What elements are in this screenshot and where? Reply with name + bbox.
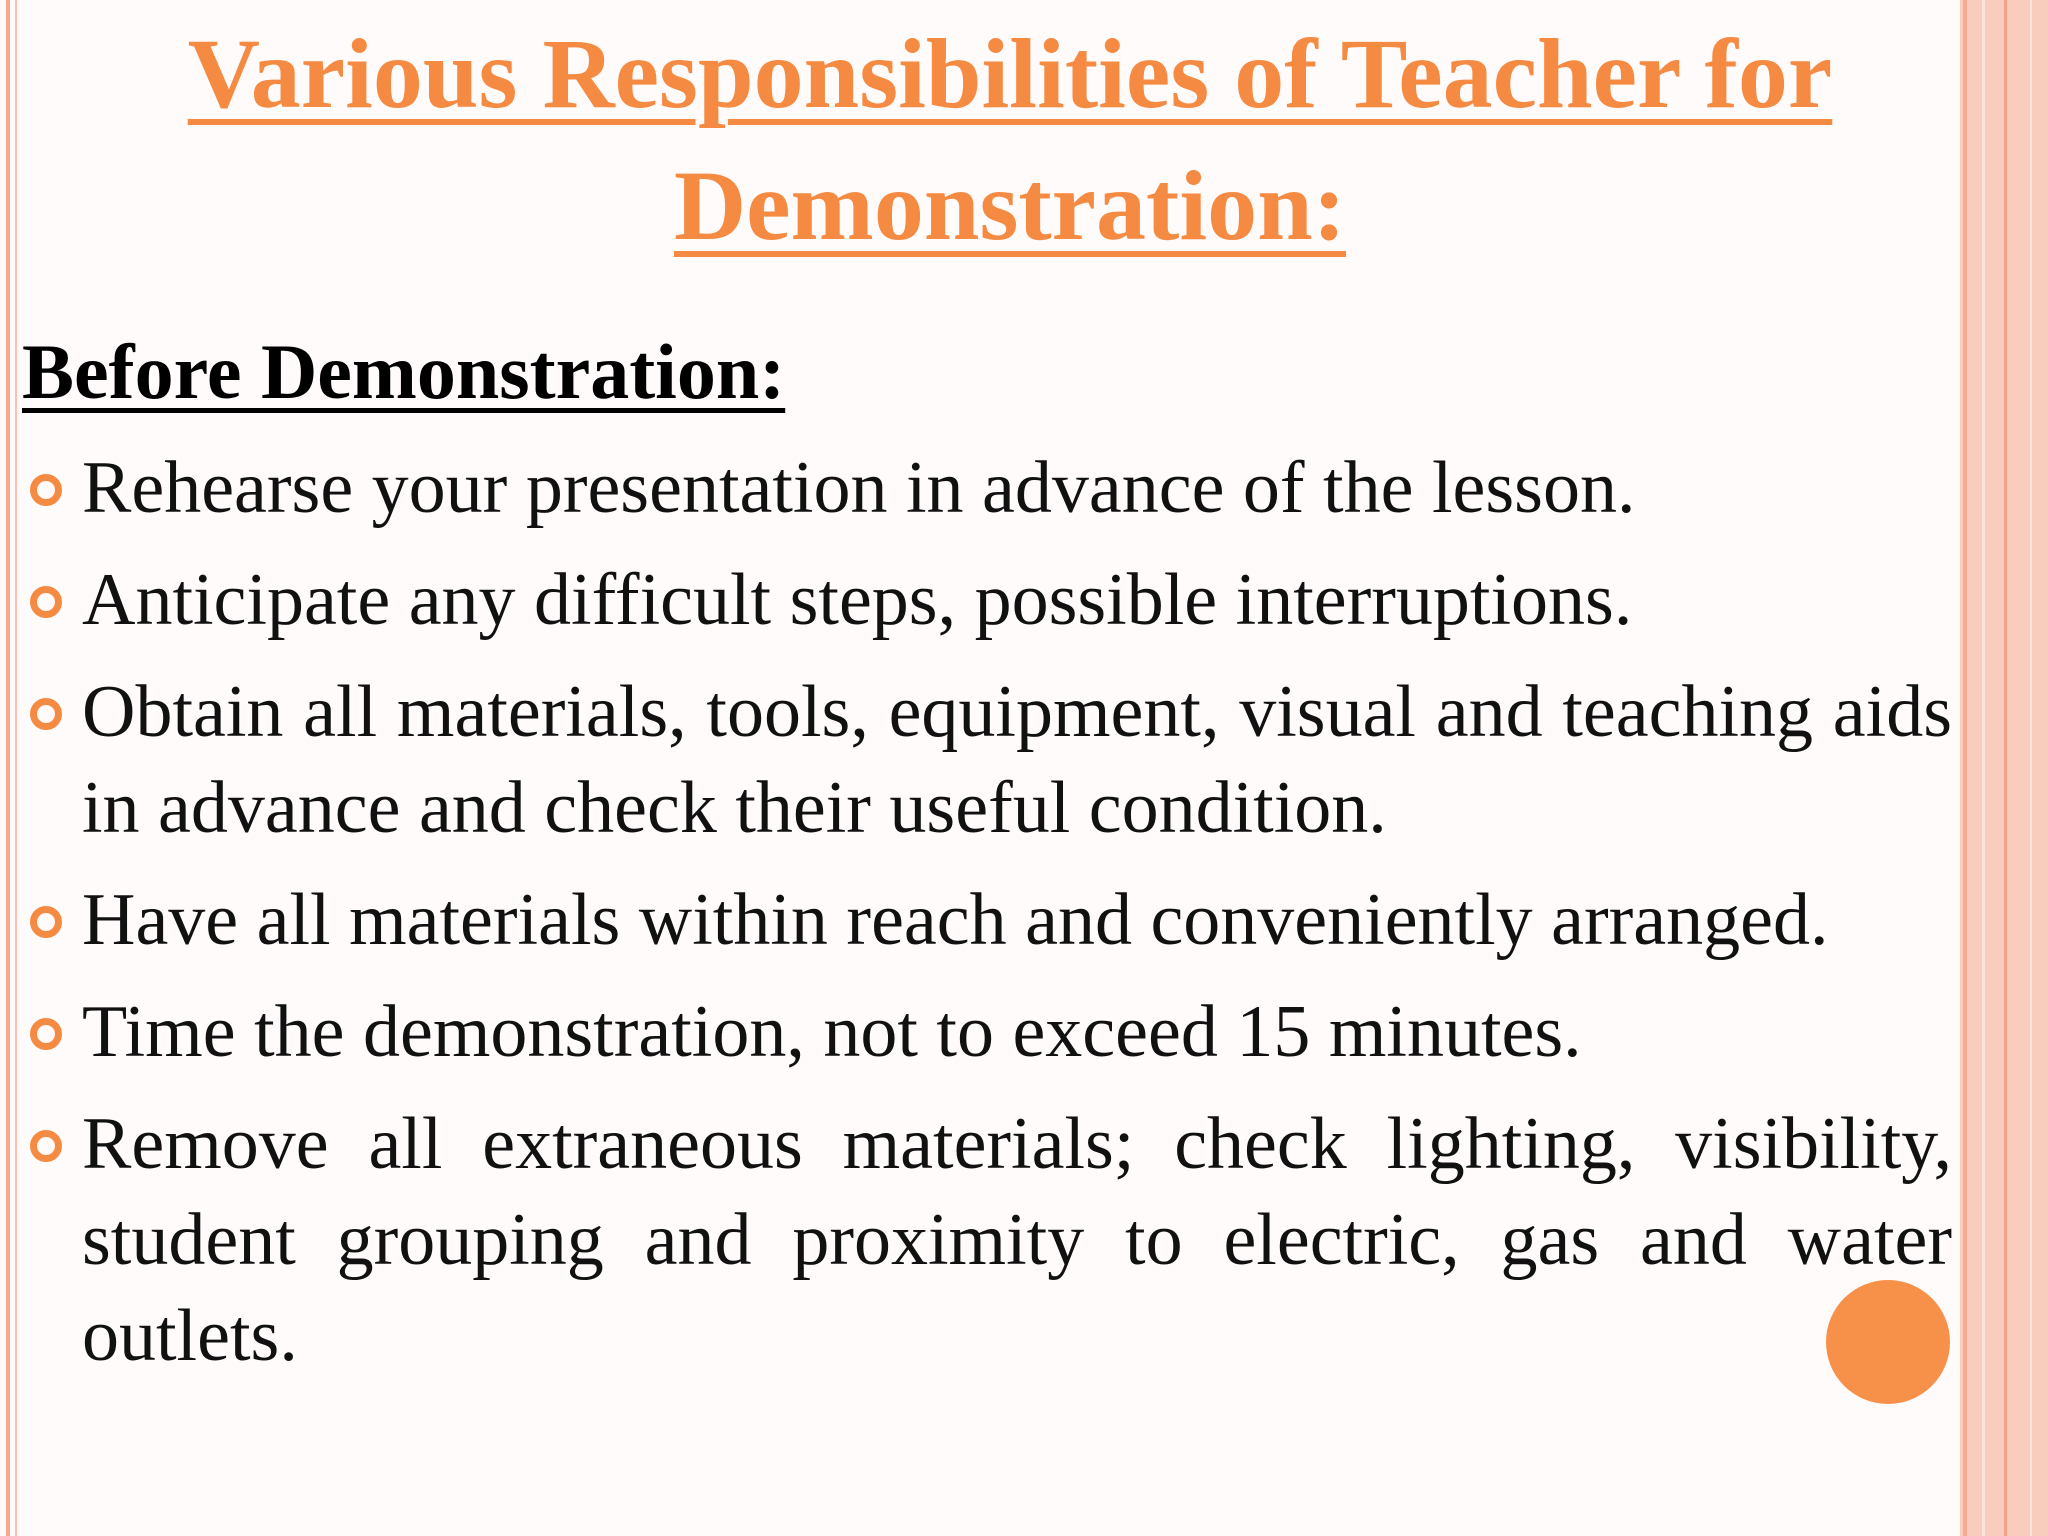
list-item xyxy=(22,552,1952,648)
circle-bullet-icon xyxy=(30,698,62,730)
left-border-line-inner xyxy=(15,0,17,1536)
right-band-stripe xyxy=(2030,0,2032,1536)
circle-bullet-icon xyxy=(30,474,62,506)
bullet-list xyxy=(22,440,1952,1400)
circle-bullet-icon xyxy=(30,586,62,618)
bullet-text: Time the demonstration, not to exceed 15 minutes. xyxy=(82,991,1582,1073)
list-item xyxy=(22,984,1952,1080)
left-border-line xyxy=(6,0,10,1536)
bullet-text: Have all materials within reach and conveniently arranged. xyxy=(82,879,1829,961)
bullet-text: Remove all extraneous materials; check lighting, visibility, student grouping and proximity to electric, gas and water outlets. xyxy=(82,1103,1952,1377)
right-band-stripe xyxy=(2004,0,2007,1536)
bullet-text: Rehearse your presentation in advance of the lesson. xyxy=(82,447,1636,529)
list-item xyxy=(22,872,1952,968)
circle-bullet-icon xyxy=(30,1018,62,1050)
slide-title: Various Responsibilities of Teacher for Demonstration: xyxy=(187,18,1833,261)
right-band-stripe xyxy=(1982,0,1985,1536)
right-band-stripe xyxy=(1963,0,1967,1536)
bullet-text: Anticipate any difficult steps, possible interruptions. xyxy=(82,559,1633,641)
list-item xyxy=(22,440,1952,536)
bullet-text: Obtain all materials, tools, equipment, visual and teaching aids in advance and check their useful condition. xyxy=(82,671,1952,849)
list-item xyxy=(22,664,1952,856)
list-item xyxy=(22,1096,1952,1384)
circle-bullet-icon xyxy=(30,906,62,938)
circle-bullet-icon xyxy=(30,1130,62,1162)
section-heading: Before Demonstration: xyxy=(22,328,786,415)
